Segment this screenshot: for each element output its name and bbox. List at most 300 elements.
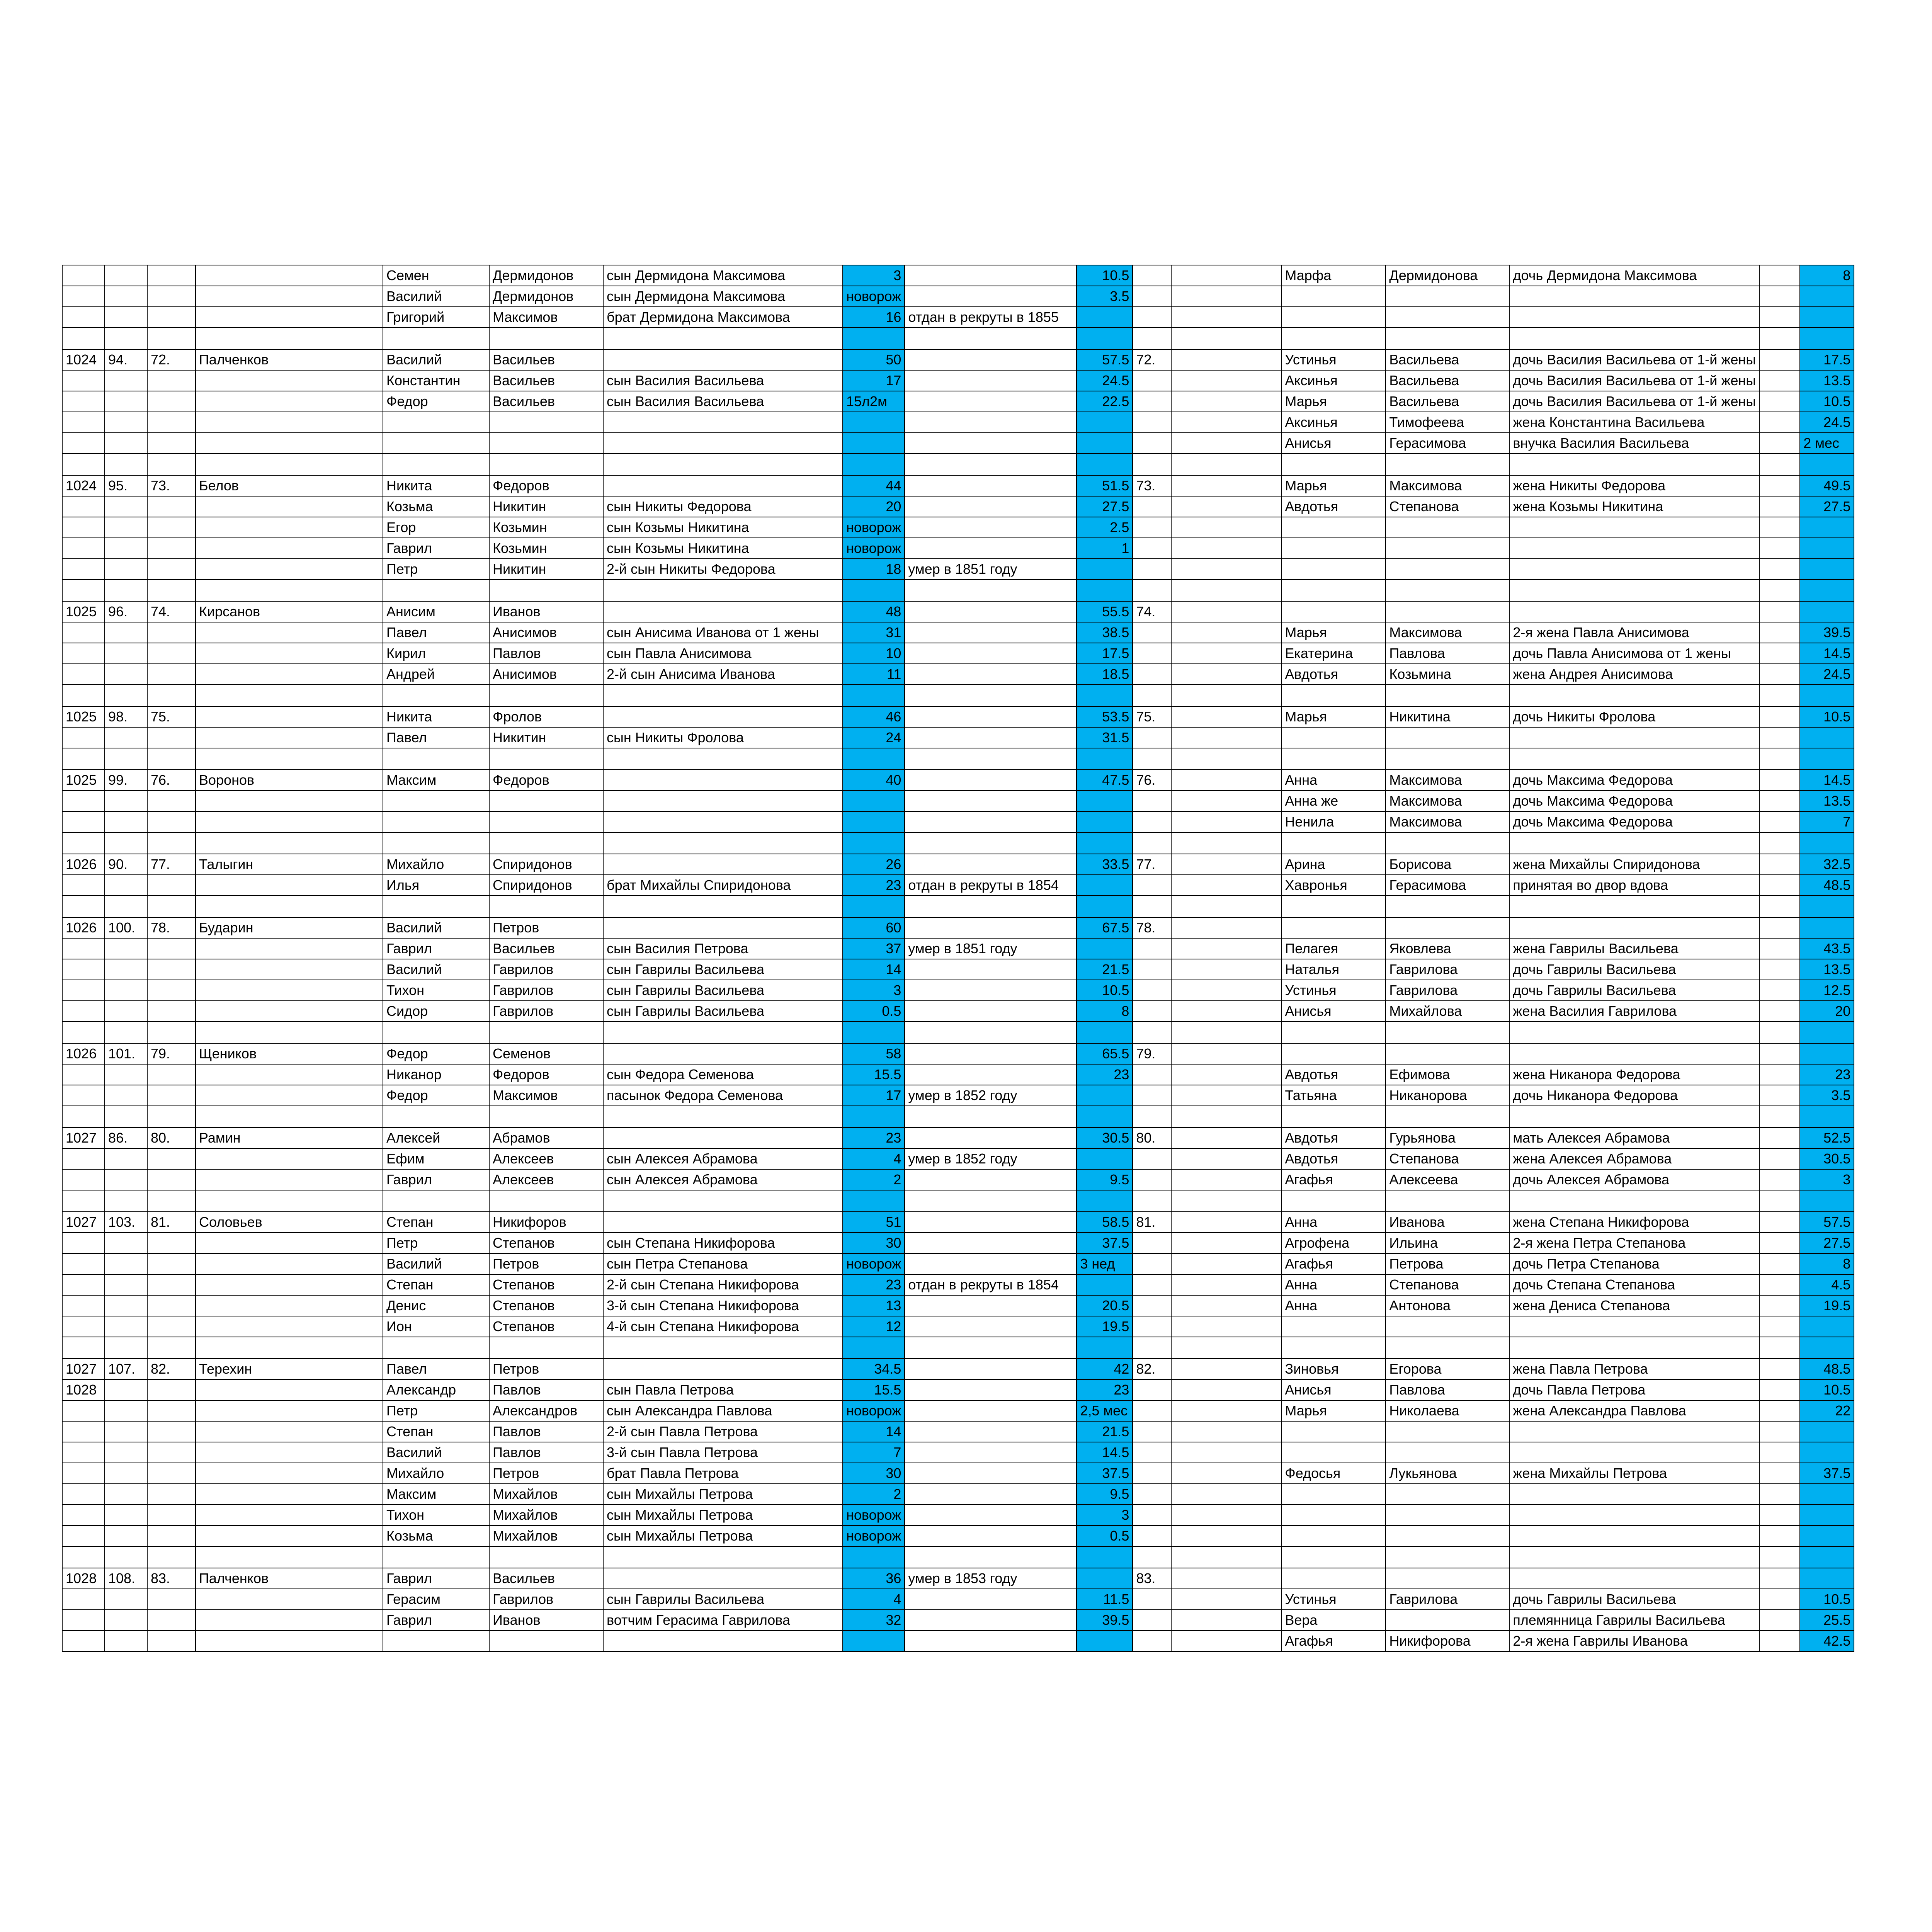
cell-female-relation[interactable]: дочь Василия Васильева от 1-й жены	[1509, 349, 1759, 370]
cell-male-age-1858[interactable]: 57.5	[1077, 349, 1133, 370]
cell-female-patronymic[interactable]	[1386, 896, 1509, 917]
cell-female-name[interactable]: Арина	[1281, 854, 1386, 875]
cell-male-age-1858[interactable]: 23	[1077, 1379, 1133, 1400]
cell-volume[interactable]	[62, 1631, 105, 1651]
cell-household-no[interactable]	[147, 1589, 196, 1610]
cell-female-age[interactable]: 39.5	[1800, 622, 1854, 643]
cell-household-no[interactable]	[147, 286, 196, 307]
cell-female-patronymic[interactable]: Павлова	[1386, 1379, 1509, 1400]
cell-male-relation[interactable]	[603, 433, 843, 454]
cell-blank[interactable]	[1171, 622, 1281, 643]
cell-male-age-1858[interactable]	[1077, 1546, 1133, 1568]
cell-female-patronymic[interactable]	[1386, 1316, 1509, 1337]
cell-female-patronymic[interactable]	[1386, 307, 1509, 328]
cell-male-note[interactable]	[905, 1169, 1077, 1190]
cell-household-no[interactable]: 77.	[147, 854, 196, 875]
cell-blank-2[interactable]	[1759, 265, 1800, 286]
cell-female-patronymic[interactable]	[1386, 328, 1509, 349]
cell-surname[interactable]	[196, 832, 383, 854]
cell-male-age-1850[interactable]: 2	[843, 1484, 905, 1505]
cell-female-age[interactable]	[1800, 896, 1854, 917]
cell-male-relation[interactable]	[603, 580, 843, 601]
cell-male-patronymic[interactable]	[489, 1631, 603, 1651]
cell-male-age-1850[interactable]: 40	[843, 770, 905, 791]
cell-female-patronymic[interactable]	[1386, 1505, 1509, 1526]
cell-male-note[interactable]	[905, 1128, 1077, 1148]
cell-female-relation[interactable]: мать Алексея Абрамова	[1509, 1128, 1759, 1148]
cell-blank-2[interactable]	[1759, 1526, 1800, 1546]
cell-female-relation[interactable]: жена Гаврилы Васильева	[1509, 938, 1759, 959]
cell-male-patronymic[interactable]	[489, 896, 603, 917]
cell-surname[interactable]: Кирсанов	[196, 601, 383, 622]
cell-female-household-no[interactable]	[1133, 1106, 1171, 1128]
cell-female-household-no[interactable]	[1133, 1233, 1171, 1253]
cell-male-age-1858[interactable]	[1077, 1106, 1133, 1128]
cell-female-name[interactable]	[1281, 685, 1386, 706]
cell-page[interactable]: 94.	[105, 349, 147, 370]
cell-female-age[interactable]	[1800, 601, 1854, 622]
cell-male-note[interactable]	[905, 1337, 1077, 1359]
cell-page[interactable]	[105, 1233, 147, 1253]
cell-page[interactable]	[105, 643, 147, 664]
cell-female-age[interactable]: 8	[1800, 1253, 1854, 1274]
cell-female-patronymic[interactable]: Егорова	[1386, 1359, 1509, 1379]
cell-male-patronymic[interactable]: Абрамов	[489, 1128, 603, 1148]
cell-female-relation[interactable]: дочь Павла Петрова	[1509, 1379, 1759, 1400]
cell-male-age-1850[interactable]: 4	[843, 1589, 905, 1610]
cell-surname[interactable]	[196, 454, 383, 475]
cell-female-age[interactable]: 3	[1800, 1169, 1854, 1190]
cell-male-age-1858[interactable]	[1077, 1568, 1133, 1589]
cell-male-name[interactable]: Павел	[383, 622, 489, 643]
cell-blank-2[interactable]	[1759, 1337, 1800, 1359]
cell-blank-2[interactable]	[1759, 328, 1800, 349]
cell-surname[interactable]: Соловьев	[196, 1212, 383, 1233]
cell-female-age[interactable]: 10.5	[1800, 706, 1854, 727]
cell-page[interactable]: 108.	[105, 1568, 147, 1589]
cell-female-patronymic[interactable]	[1386, 1421, 1509, 1442]
cell-female-name[interactable]	[1281, 832, 1386, 854]
cell-male-age-1858[interactable]: 53.5	[1077, 706, 1133, 727]
cell-male-age-1850[interactable]: 36	[843, 1568, 905, 1589]
cell-female-age[interactable]	[1800, 748, 1854, 770]
cell-male-name[interactable]: Степан	[383, 1212, 489, 1233]
cell-female-household-no[interactable]	[1133, 896, 1171, 917]
cell-female-household-no[interactable]	[1133, 1421, 1171, 1442]
cell-male-relation[interactable]	[603, 811, 843, 832]
cell-male-name[interactable]: Никита	[383, 706, 489, 727]
cell-female-age[interactable]: 37.5	[1800, 1463, 1854, 1484]
cell-blank[interactable]	[1171, 1359, 1281, 1379]
cell-female-patronymic[interactable]: Никитина	[1386, 706, 1509, 727]
cell-male-age-1850[interactable]: 24	[843, 727, 905, 748]
cell-male-relation[interactable]: 3-й сын Павла Петрова	[603, 1442, 843, 1463]
cell-volume[interactable]: 1024	[62, 349, 105, 370]
cell-male-age-1850[interactable]	[843, 1190, 905, 1212]
cell-male-patronymic[interactable]: Михайлов	[489, 1505, 603, 1526]
cell-female-patronymic[interactable]: Ефимова	[1386, 1064, 1509, 1085]
cell-male-age-1858[interactable]: 33.5	[1077, 854, 1133, 875]
cell-male-age-1858[interactable]	[1077, 938, 1133, 959]
cell-blank-2[interactable]	[1759, 349, 1800, 370]
cell-male-patronymic[interactable]: Павлов	[489, 1421, 603, 1442]
cell-female-age[interactable]: 24.5	[1800, 412, 1854, 433]
cell-male-relation[interactable]: сын Гаврилы Васильева	[603, 959, 843, 980]
cell-male-age-1850[interactable]: 10	[843, 643, 905, 664]
cell-male-relation[interactable]: сын Михайлы Петрова	[603, 1526, 843, 1546]
cell-page[interactable]	[105, 1148, 147, 1169]
cell-female-relation[interactable]	[1509, 1505, 1759, 1526]
cell-household-no[interactable]	[147, 1295, 196, 1316]
cell-blank-2[interactable]	[1759, 622, 1800, 643]
cell-surname[interactable]: Терехин	[196, 1359, 383, 1379]
cell-blank-2[interactable]	[1759, 1610, 1800, 1631]
cell-female-patronymic[interactable]: Степанова	[1386, 1148, 1509, 1169]
cell-female-name[interactable]: Авдотья	[1281, 664, 1386, 685]
cell-blank[interactable]	[1171, 1064, 1281, 1085]
cell-female-name[interactable]: Устинья	[1281, 349, 1386, 370]
cell-female-patronymic[interactable]: Гаврилова	[1386, 959, 1509, 980]
cell-female-name[interactable]: Марья	[1281, 1400, 1386, 1421]
cell-male-relation[interactable]: сын Козьмы Никитина	[603, 517, 843, 538]
cell-female-age[interactable]: 13.5	[1800, 959, 1854, 980]
cell-female-relation[interactable]: дочь Никанора Федорова	[1509, 1085, 1759, 1106]
cell-volume[interactable]: 1025	[62, 706, 105, 727]
cell-male-age-1858[interactable]: 2.5	[1077, 517, 1133, 538]
cell-female-name[interactable]	[1281, 286, 1386, 307]
cell-blank-2[interactable]	[1759, 412, 1800, 433]
cell-male-name[interactable]	[383, 1631, 489, 1651]
cell-volume[interactable]	[62, 412, 105, 433]
cell-blank[interactable]	[1171, 959, 1281, 980]
cell-male-relation[interactable]: сын Анисима Иванова от 1 жены	[603, 622, 843, 643]
cell-female-age[interactable]: 32.5	[1800, 854, 1854, 875]
cell-male-age-1850[interactable]: 15.5	[843, 1064, 905, 1085]
cell-page[interactable]: 107.	[105, 1359, 147, 1379]
cell-female-household-no[interactable]	[1133, 538, 1171, 559]
cell-male-note[interactable]	[905, 286, 1077, 307]
cell-blank[interactable]	[1171, 328, 1281, 349]
cell-female-age[interactable]: 10.5	[1800, 1589, 1854, 1610]
cell-female-name[interactable]: Марья	[1281, 706, 1386, 727]
cell-blank[interactable]	[1171, 412, 1281, 433]
cell-female-household-no[interactable]	[1133, 1064, 1171, 1085]
cell-female-relation[interactable]: племянница Гаврилы Васильева	[1509, 1610, 1759, 1631]
cell-surname[interactable]	[196, 1463, 383, 1484]
cell-male-name[interactable]: Василий	[383, 1442, 489, 1463]
cell-male-age-1850[interactable]	[843, 1337, 905, 1359]
cell-surname[interactable]: Палченков	[196, 1568, 383, 1589]
cell-female-relation[interactable]	[1509, 748, 1759, 770]
cell-female-patronymic[interactable]	[1386, 1043, 1509, 1064]
cell-male-relation[interactable]: сын Федора Семенова	[603, 1064, 843, 1085]
cell-blank-2[interactable]	[1759, 832, 1800, 854]
cell-female-name[interactable]: Хавронья	[1281, 875, 1386, 896]
cell-male-note[interactable]	[905, 1526, 1077, 1546]
cell-surname[interactable]	[196, 1274, 383, 1295]
cell-blank-2[interactable]	[1759, 1463, 1800, 1484]
cell-female-age[interactable]: 30.5	[1800, 1148, 1854, 1169]
cell-male-relation[interactable]: брат Дермидона Максимова	[603, 307, 843, 328]
cell-volume[interactable]: 1026	[62, 1043, 105, 1064]
cell-female-household-no[interactable]	[1133, 1316, 1171, 1337]
cell-blank[interactable]	[1171, 1043, 1281, 1064]
cell-male-patronymic[interactable]	[489, 1546, 603, 1568]
cell-female-age[interactable]: 3.5	[1800, 1085, 1854, 1106]
cell-blank[interactable]	[1171, 496, 1281, 517]
cell-female-patronymic[interactable]	[1386, 1610, 1509, 1631]
cell-blank-2[interactable]	[1759, 643, 1800, 664]
cell-male-name[interactable]: Козьма	[383, 496, 489, 517]
cell-female-relation[interactable]	[1509, 1546, 1759, 1568]
cell-female-household-no[interactable]	[1133, 1463, 1171, 1484]
cell-blank[interactable]	[1171, 1295, 1281, 1316]
cell-household-no[interactable]: 74.	[147, 601, 196, 622]
cell-female-household-no[interactable]	[1133, 1400, 1171, 1421]
cell-household-no[interactable]	[147, 1610, 196, 1631]
cell-male-name[interactable]: Егор	[383, 517, 489, 538]
cell-female-relation[interactable]	[1509, 328, 1759, 349]
cell-female-relation[interactable]	[1509, 559, 1759, 580]
cell-male-age-1850[interactable]: новорож	[843, 538, 905, 559]
cell-blank[interactable]	[1171, 938, 1281, 959]
cell-male-name[interactable]: Семен	[383, 265, 489, 286]
cell-surname[interactable]	[196, 1169, 383, 1190]
cell-male-name[interactable]: Петр	[383, 559, 489, 580]
cell-volume[interactable]	[62, 517, 105, 538]
cell-volume[interactable]	[62, 980, 105, 1001]
cell-male-note[interactable]	[905, 454, 1077, 475]
cell-male-age-1850[interactable]	[843, 832, 905, 854]
cell-blank[interactable]	[1171, 1421, 1281, 1442]
cell-household-no[interactable]	[147, 454, 196, 475]
cell-page[interactable]	[105, 1505, 147, 1526]
cell-male-age-1858[interactable]	[1077, 896, 1133, 917]
cell-male-name[interactable]: Павел	[383, 1359, 489, 1379]
cell-blank-2[interactable]	[1759, 1128, 1800, 1148]
cell-female-relation[interactable]	[1509, 1106, 1759, 1128]
cell-surname[interactable]	[196, 1295, 383, 1316]
cell-blank[interactable]	[1171, 748, 1281, 770]
cell-female-age[interactable]	[1800, 727, 1854, 748]
cell-male-patronymic[interactable]: Максимов	[489, 307, 603, 328]
cell-blank-2[interactable]	[1759, 1001, 1800, 1022]
cell-male-age-1858[interactable]: 19.5	[1077, 1316, 1133, 1337]
cell-female-age[interactable]	[1800, 685, 1854, 706]
cell-blank[interactable]	[1171, 1589, 1281, 1610]
cell-male-patronymic[interactable]: Козьмин	[489, 517, 603, 538]
cell-male-patronymic[interactable]: Иванов	[489, 1610, 603, 1631]
cell-female-relation[interactable]: жена Павла Петрова	[1509, 1359, 1759, 1379]
cell-female-age[interactable]: 13.5	[1800, 370, 1854, 391]
cell-male-relation[interactable]	[603, 685, 843, 706]
cell-male-age-1858[interactable]: 65.5	[1077, 1043, 1133, 1064]
cell-male-age-1850[interactable]: 23	[843, 1274, 905, 1295]
cell-female-age[interactable]	[1800, 917, 1854, 938]
cell-blank-2[interactable]	[1759, 1190, 1800, 1212]
cell-male-age-1858[interactable]: 51.5	[1077, 475, 1133, 496]
cell-male-relation[interactable]: 4-й сын Степана Никифорова	[603, 1316, 843, 1337]
cell-blank-2[interactable]	[1759, 896, 1800, 917]
cell-blank-2[interactable]	[1759, 370, 1800, 391]
cell-male-note[interactable]	[905, 727, 1077, 748]
cell-blank[interactable]	[1171, 1631, 1281, 1651]
cell-page[interactable]	[105, 454, 147, 475]
cell-volume[interactable]	[62, 1610, 105, 1631]
cell-female-household-no[interactable]	[1133, 811, 1171, 832]
cell-female-household-no[interactable]: 74.	[1133, 601, 1171, 622]
cell-male-name[interactable]: Александр	[383, 1379, 489, 1400]
cell-male-age-1850[interactable]	[843, 433, 905, 454]
cell-surname[interactable]	[196, 370, 383, 391]
cell-male-relation[interactable]: вотчим Герасима Гаврилова	[603, 1610, 843, 1631]
cell-female-household-no[interactable]	[1133, 328, 1171, 349]
cell-female-patronymic[interactable]: Иванова	[1386, 1212, 1509, 1233]
cell-female-age[interactable]: 27.5	[1800, 496, 1854, 517]
cell-male-age-1850[interactable]: новорож	[843, 1526, 905, 1546]
cell-female-patronymic[interactable]: Борисова	[1386, 854, 1509, 875]
cell-female-relation[interactable]: жена Михайлы Спиридонова	[1509, 854, 1759, 875]
cell-female-household-no[interactable]	[1133, 685, 1171, 706]
cell-male-patronymic[interactable]: Семенов	[489, 1043, 603, 1064]
cell-male-note[interactable]	[905, 1484, 1077, 1505]
cell-page[interactable]	[105, 433, 147, 454]
cell-male-relation[interactable]	[603, 475, 843, 496]
cell-male-name[interactable]	[383, 791, 489, 811]
cell-surname[interactable]	[196, 791, 383, 811]
cell-female-patronymic[interactable]	[1386, 685, 1509, 706]
cell-male-age-1858[interactable]	[1077, 454, 1133, 475]
cell-household-no[interactable]	[147, 791, 196, 811]
cell-male-relation[interactable]: 2-й сын Анисима Иванова	[603, 664, 843, 685]
cell-blank[interactable]	[1171, 517, 1281, 538]
cell-male-patronymic[interactable]	[489, 412, 603, 433]
cell-female-age[interactable]: 20	[1800, 1001, 1854, 1022]
cell-female-name[interactable]	[1281, 1337, 1386, 1359]
cell-volume[interactable]: 1024	[62, 475, 105, 496]
cell-blank[interactable]	[1171, 1233, 1281, 1253]
cell-female-household-no[interactable]	[1133, 1085, 1171, 1106]
cell-male-patronymic[interactable]: Дермидонов	[489, 265, 603, 286]
cell-male-note[interactable]: отдан в рекруты в 1854	[905, 875, 1077, 896]
cell-surname[interactable]	[196, 622, 383, 643]
cell-male-relation[interactable]	[603, 1631, 843, 1651]
cell-surname[interactable]	[196, 664, 383, 685]
cell-male-age-1858[interactable]: 55.5	[1077, 601, 1133, 622]
cell-female-patronymic[interactable]: Лукьянова	[1386, 1463, 1509, 1484]
cell-male-patronymic[interactable]: Павлов	[489, 1379, 603, 1400]
cell-female-household-no[interactable]	[1133, 1526, 1171, 1546]
cell-female-age[interactable]	[1800, 1421, 1854, 1442]
cell-female-age[interactable]: 43.5	[1800, 938, 1854, 959]
cell-male-relation[interactable]: сын Дермидона Максимова	[603, 265, 843, 286]
cell-volume[interactable]: 1026	[62, 854, 105, 875]
cell-household-no[interactable]: 80.	[147, 1128, 196, 1148]
cell-male-name[interactable]	[383, 580, 489, 601]
cell-male-note[interactable]	[905, 980, 1077, 1001]
cell-male-note[interactable]	[905, 1022, 1077, 1043]
cell-male-patronymic[interactable]: Максимов	[489, 1085, 603, 1106]
cell-male-relation[interactable]: сын Алексея Абрамова	[603, 1148, 843, 1169]
cell-female-relation[interactable]: жена Алексея Абрамова	[1509, 1148, 1759, 1169]
cell-male-relation[interactable]	[603, 832, 843, 854]
cell-household-no[interactable]	[147, 896, 196, 917]
cell-household-no[interactable]	[147, 1190, 196, 1212]
cell-female-name[interactable]: Марфа	[1281, 265, 1386, 286]
cell-male-name[interactable]: Кирил	[383, 643, 489, 664]
cell-household-no[interactable]: 79.	[147, 1043, 196, 1064]
cell-blank[interactable]	[1171, 1253, 1281, 1274]
cell-male-note[interactable]	[905, 1379, 1077, 1400]
cell-volume[interactable]	[62, 307, 105, 328]
cell-male-name[interactable]: Гаврил	[383, 1169, 489, 1190]
cell-female-patronymic[interactable]	[1386, 580, 1509, 601]
cell-male-age-1858[interactable]: 20.5	[1077, 1295, 1133, 1316]
cell-male-age-1850[interactable]: 30	[843, 1233, 905, 1253]
cell-female-relation[interactable]: жена Никанора Федорова	[1509, 1064, 1759, 1085]
cell-female-household-no[interactable]	[1133, 454, 1171, 475]
cell-surname[interactable]	[196, 286, 383, 307]
cell-male-relation[interactable]	[603, 1128, 843, 1148]
cell-male-relation[interactable]: пасынок Федора Семенова	[603, 1085, 843, 1106]
cell-volume[interactable]	[62, 391, 105, 412]
cell-male-note[interactable]	[905, 1190, 1077, 1212]
cell-male-age-1850[interactable]: 34.5	[843, 1359, 905, 1379]
cell-male-note[interactable]	[905, 391, 1077, 412]
cell-female-patronymic[interactable]: Гаврилова	[1386, 980, 1509, 1001]
cell-blank[interactable]	[1171, 1568, 1281, 1589]
cell-page[interactable]	[105, 496, 147, 517]
cell-male-note[interactable]	[905, 1212, 1077, 1233]
cell-household-no[interactable]: 72.	[147, 349, 196, 370]
cell-male-relation[interactable]: 2-й сын Никиты Федорова	[603, 559, 843, 580]
cell-male-patronymic[interactable]: Михайлов	[489, 1526, 603, 1546]
cell-female-relation[interactable]: жена Александра Павлова	[1509, 1400, 1759, 1421]
cell-female-relation[interactable]: жена Константина Васильева	[1509, 412, 1759, 433]
cell-page[interactable]	[105, 1337, 147, 1359]
cell-male-relation[interactable]: сын Василия Петрова	[603, 938, 843, 959]
cell-female-household-no[interactable]	[1133, 1610, 1171, 1631]
cell-blank-2[interactable]	[1759, 1589, 1800, 1610]
cell-male-age-1850[interactable]: 17	[843, 1085, 905, 1106]
cell-male-age-1858[interactable]	[1077, 1631, 1133, 1651]
cell-female-patronymic[interactable]: Степанова	[1386, 496, 1509, 517]
cell-page[interactable]	[105, 875, 147, 896]
cell-volume[interactable]: 1028	[62, 1379, 105, 1400]
cell-female-patronymic[interactable]: Козьмина	[1386, 664, 1509, 685]
cell-male-age-1858[interactable]: 21.5	[1077, 959, 1133, 980]
cell-female-age[interactable]: 12.5	[1800, 980, 1854, 1001]
cell-volume[interactable]	[62, 1295, 105, 1316]
cell-household-no[interactable]	[147, 1233, 196, 1253]
cell-male-note[interactable]	[905, 791, 1077, 811]
cell-male-relation[interactable]	[603, 1359, 843, 1379]
cell-page[interactable]	[105, 664, 147, 685]
cell-female-patronymic[interactable]	[1386, 1546, 1509, 1568]
cell-male-age-1858[interactable]: 11.5	[1077, 1589, 1133, 1610]
cell-female-age[interactable]	[1800, 328, 1854, 349]
cell-blank[interactable]	[1171, 1546, 1281, 1568]
cell-male-age-1858[interactable]	[1077, 811, 1133, 832]
cell-female-patronymic[interactable]	[1386, 1022, 1509, 1043]
cell-female-relation[interactable]: дочь Гаврилы Васильева	[1509, 1589, 1759, 1610]
cell-female-household-no[interactable]	[1133, 1505, 1171, 1526]
cell-female-patronymic[interactable]	[1386, 1106, 1509, 1128]
cell-male-name[interactable]: Никита	[383, 475, 489, 496]
cell-blank[interactable]	[1171, 286, 1281, 307]
cell-volume[interactable]	[62, 1148, 105, 1169]
cell-blank[interactable]	[1171, 770, 1281, 791]
